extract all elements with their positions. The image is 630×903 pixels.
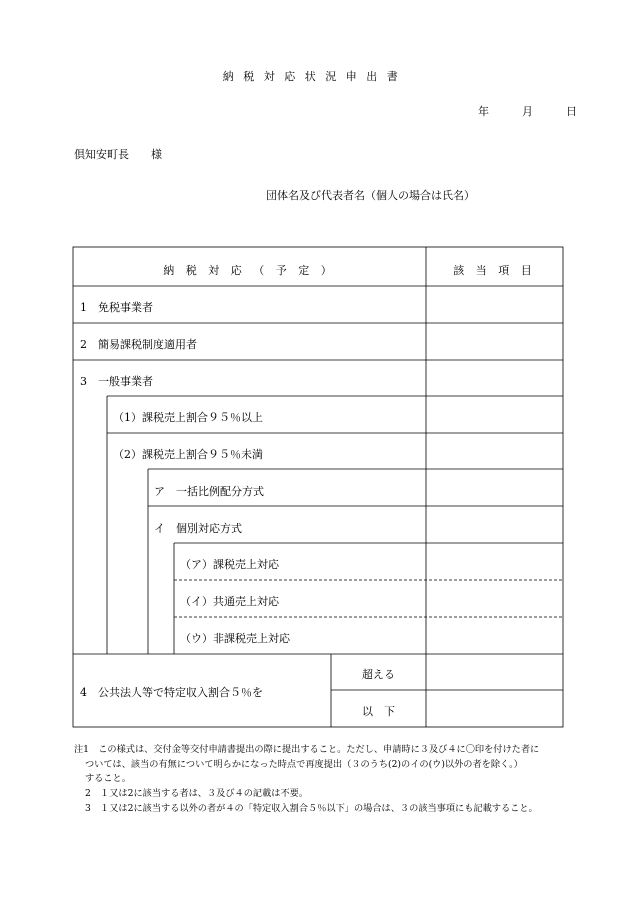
row-general-business: 3 一般事業者 xyxy=(80,375,153,388)
row-taxable-sales: （ア）課税売上対応 xyxy=(180,558,279,571)
addressee: 倶知安町長 様 xyxy=(74,148,162,161)
note-3: 3 １又は2に該当する以外の者が４の「特定収入割合５％以下」の場合は、３の該当事項にも記載すること。 xyxy=(85,803,538,814)
row-exceeds: 超える xyxy=(362,668,395,681)
row-tax-exempt: 1 免税事業者 xyxy=(80,301,153,314)
date-day: 日 xyxy=(566,105,577,118)
row-ratio-95-or-more: （1）課税売上割合９５％以上 xyxy=(113,411,263,424)
row-nontaxable-sales: （ウ）非課税売上対応 xyxy=(180,632,290,645)
applicant-label: 団体名及び代表者名（個人の場合は氏名） xyxy=(266,189,475,202)
row-ratio-under-95: （2）課税売上割合９５％未満 xyxy=(113,448,263,461)
row-simplified-taxation: 2 簡易課税制度適用者 xyxy=(80,338,197,351)
row-itemized-method: イ 個別対応方式 xyxy=(154,522,242,535)
date-month: 月 xyxy=(522,105,533,118)
note-2: 2 １又は2に該当する者は、３及び４の記載は不要。 xyxy=(85,788,309,799)
table-header-applicable: 該 当 項 目 xyxy=(453,264,536,277)
table-header-response: 納 税 対 応 （ 予 定 ） xyxy=(163,264,336,277)
note-1: 注1 この様式は、交付金等交付申請書提出の際に提出すること。ただし、申請時に３及び４に〇印を付けた者に xyxy=(74,744,540,755)
row-lump-sum-method: ア 一括比例配分方式 xyxy=(154,485,264,498)
date-year: 年 xyxy=(478,105,489,118)
row-public-corporation: 4 公共法人等で特定収入割合５％を xyxy=(80,686,263,699)
row-or-less: 以 下 xyxy=(362,705,395,718)
note-1-end: すること。 xyxy=(85,773,131,784)
document-title: 納税対応状況申出書 xyxy=(222,70,408,83)
table-outer-border xyxy=(73,247,563,727)
note-1-cont: ついては、該当の有無について明らかになった時点で再度提出（３のうち(2)のイの(ウ)以外の者を除く。） xyxy=(85,759,523,770)
row-common-sales: （イ）共通売上対応 xyxy=(180,595,279,608)
